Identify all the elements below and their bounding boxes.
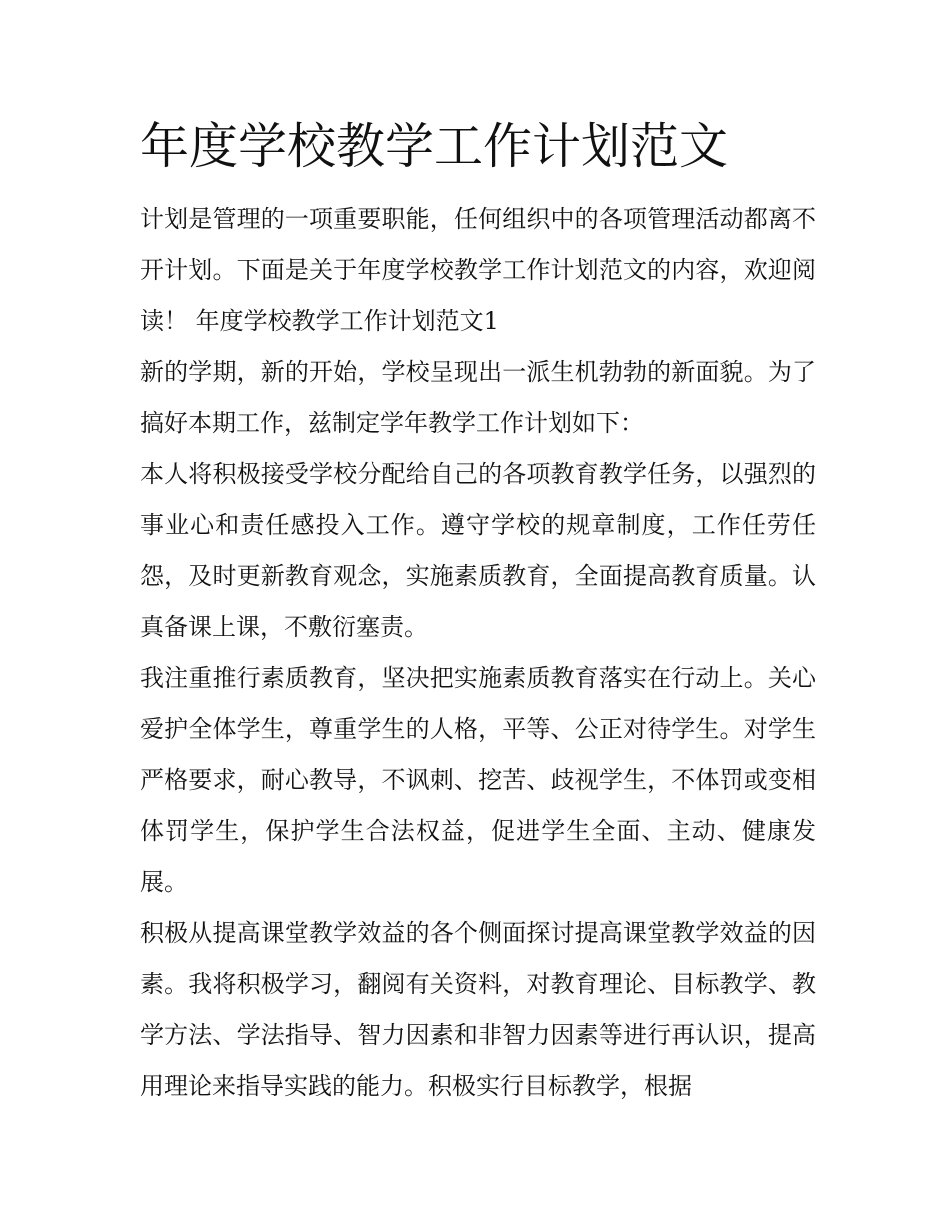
document-body (140, 112, 816, 1112)
document-title: 年度学校教学工作计划范文 (140, 118, 729, 175)
paragraph-quality-education: 我注重推行素质教育，坚决把实施素质教育落实在行动上。关心爱护全体学生，尊重学生的人格，平等、公正对待学生。对学生严格要求，耐心教导，不讽刺、挖苦、歧视学生，不体罚或变相体罚学生，保护学生合法权益，促进学生全面、主动、健康发展。 (140, 664, 816, 896)
paragraph-new-semester: 新的学期，新的开始，学校呈现出一派生机勃勃的新面貌。为了搞好本期工作，兹制定学年教学工作计划如下： (140, 358, 816, 437)
paragraph-classroom-efficiency: 积极从提高课堂教学效益的各个侧面探讨提高课堂教学效益的因素。我将积极学习，翻阅有关资料，对教育理论、目标教学、教学方法、学法指导、智力因素和非智力因素等进行再认识，提高用理论来指导实践的能力。积极实行目标教学，根据 (140, 919, 816, 1100)
paragraph-intro: 计划是管理的一项重要职能，任何组织中的各项管理活动都离不开计划。下面是关于年度学校教学工作计划范文的内容，欢迎阅读！ 年度学校教学工作计划范文1 (140, 205, 816, 335)
paragraph-teaching-duties: 本人将积极接受学校分配给自己的各项教育教学任务，以强烈的事业心和责任感投入工作。遵守学校的规章制度，工作任劳任怨，及时更新教育观念，实施素质教育，全面提高教育质量。认真备课上课，不敷衍塞责。 (140, 460, 816, 641)
